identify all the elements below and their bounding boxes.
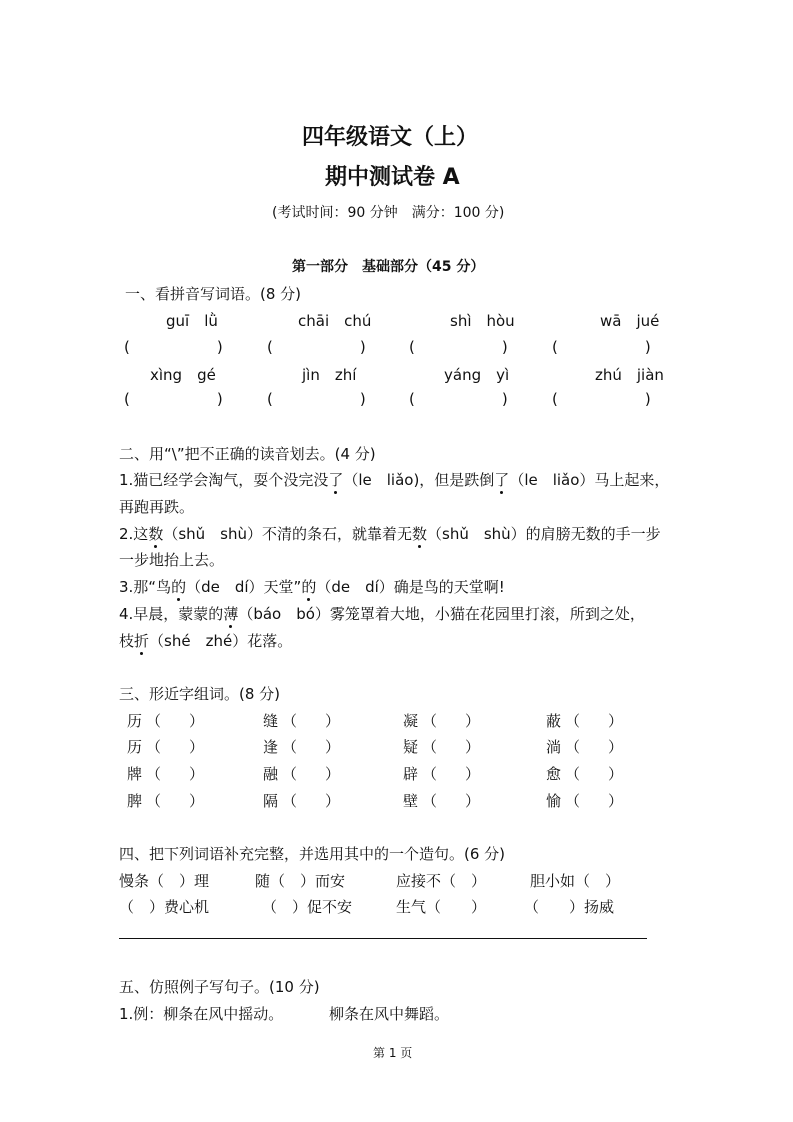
q2-sentence-2: 2.这数（shǔ shù）不清的条石，就靠着无数（shǔ shù）的肩膀无数的手一步: [119, 525, 661, 543]
q4-item: 胆小如（ ）: [530, 872, 621, 890]
q3-char: 蔽: [546, 712, 562, 730]
q3-char: 愉: [546, 792, 562, 810]
q2-sentence-1-cont: 再跑再跌。: [119, 498, 195, 516]
dotted-char: 薄: [223, 605, 239, 623]
q3-paren-open: （: [146, 792, 162, 810]
q3-paren-open: （: [146, 738, 162, 756]
q4-heading: 四、把下列词语补充完整，并选用其中的一个造句。(6 分): [119, 845, 506, 863]
q3-char: 隔: [263, 792, 279, 810]
q1-blank[interactable]: ( ): [409, 390, 510, 408]
q1-pinyin-8: zhú jiàn: [595, 366, 664, 384]
q3-paren-close: ）: [465, 712, 481, 730]
q1-blank[interactable]: ( ): [409, 338, 510, 356]
dotted-char: 的: [171, 578, 187, 596]
dotted-char: 数: [412, 525, 428, 543]
page-number: 第 1 页: [373, 1046, 413, 1060]
q3-paren-close: ）: [325, 765, 341, 783]
q3-paren-open: （: [422, 712, 438, 730]
q3-paren-open: （: [282, 765, 298, 783]
q3-paren-open: （: [282, 712, 298, 730]
q3-cell[interactable]: [127, 710, 204, 731]
q3-cell[interactable]: [263, 736, 340, 757]
q1-pinyin-2: chāi chú: [298, 312, 372, 330]
q3-char: 壁: [403, 792, 419, 810]
q3-paren-open: （: [565, 738, 581, 756]
q3-char: 愈: [546, 765, 562, 783]
q2-sentence-4: 4.早晨，蒙蒙的薄（báo bó）雾笼罩着大地，小猫在花园里打滚，所到之处，: [119, 605, 645, 623]
q4-item: （ ）费心机: [119, 898, 210, 916]
q1-pinyin-4: wā jué: [600, 312, 660, 330]
q2-sentence-3: 3.那“鸟的（de dí）天堂”的（de dí）确是鸟的天堂啊!: [119, 578, 505, 596]
q3-cell[interactable]: [403, 790, 480, 811]
q1-blank[interactable]: ( ): [124, 390, 225, 408]
q4-item: （ ）扬威: [524, 898, 615, 916]
q3-paren-open: （: [565, 712, 581, 730]
q3-cell[interactable]: [263, 710, 340, 731]
dotted-char: 数: [148, 525, 164, 543]
q3-paren-close: ）: [465, 765, 481, 783]
q4-item: 随（ ）而安: [255, 872, 346, 890]
q1-blank[interactable]: ( ): [267, 390, 368, 408]
q3-paren-close: ）: [608, 712, 624, 730]
q2-heading: 二、用“\”把不正确的读音划去。(4 分): [119, 445, 376, 463]
q3-paren-close: ）: [189, 712, 205, 730]
q4-item: 慢条（ ）理: [119, 872, 210, 890]
q1-pinyin-1: guī lǜ: [166, 312, 218, 330]
q1-pinyin-5: xìng gé: [150, 366, 216, 384]
q1-pinyin-6: jìn zhí: [302, 366, 357, 384]
q1-pinyin-3: shì hòu: [450, 312, 515, 330]
q3-cell[interactable]: [546, 710, 623, 731]
q3-paren-open: （: [422, 792, 438, 810]
q3-paren-close: ）: [465, 738, 481, 756]
q3-char: 融: [263, 765, 279, 783]
q3-char: 逢: [263, 738, 279, 756]
q3-char: 缝: [263, 712, 279, 730]
dotted-char: 折: [134, 632, 150, 650]
q5-example-b: 柳条在风中舞蹈。: [329, 1005, 450, 1023]
q3-char: 牌: [127, 765, 143, 783]
q3-cell[interactable]: [546, 736, 623, 757]
q2-sentence-1: 1.猫已经学会淘气，耍个没完没了（le liǎo)，但是跌倒了（le liǎo）马上起来，: [119, 471, 670, 489]
q3-paren-open: （: [282, 792, 298, 810]
q3-char: 疑: [403, 738, 419, 756]
q3-paren-close: ）: [189, 738, 205, 756]
q3-char: 历: [127, 712, 143, 730]
q3-paren-close: ）: [608, 792, 624, 810]
q1-blank[interactable]: ( ): [552, 338, 653, 356]
q3-paren-open: （: [565, 792, 581, 810]
dotted-char: 的: [301, 578, 317, 596]
q1-blank[interactable]: ( ): [552, 390, 653, 408]
q3-cell[interactable]: [403, 710, 480, 731]
q3-heading: 三、形近字组词。(8 分): [119, 685, 281, 703]
q1-heading: 一、看拼音写词语。(8 分): [125, 285, 302, 303]
q3-paren-open: （: [282, 738, 298, 756]
title-sub: 期中测试卷 A: [325, 165, 460, 190]
answer-line[interactable]: [119, 938, 647, 939]
q3-char: 脾: [127, 792, 143, 810]
q3-paren-open: （: [565, 765, 581, 783]
q3-paren-open: （: [422, 738, 438, 756]
dotted-char: 了: [328, 471, 344, 489]
q3-cell[interactable]: [263, 763, 340, 784]
q3-paren-close: ）: [608, 738, 624, 756]
q3-cell[interactable]: [127, 736, 204, 757]
q3-paren-open: （: [422, 765, 438, 783]
q3-cell[interactable]: [546, 790, 623, 811]
dotted-char: 了: [494, 471, 510, 489]
q1-blank[interactable]: ( ): [267, 338, 368, 356]
q3-paren-close: ）: [325, 738, 341, 756]
q3-paren-close: ）: [325, 792, 341, 810]
q2-sentence-2-cont: 一步地抬上去。: [119, 551, 225, 569]
q1-pinyin-7: yáng yì: [444, 366, 510, 384]
q3-cell[interactable]: [546, 763, 623, 784]
part1-title: 第一部分 基础部分（45 分）: [292, 259, 485, 275]
q1-blank[interactable]: ( ): [124, 338, 225, 356]
q2-sentence-4-cont: 枝折（shé zhé）花落。: [119, 632, 293, 650]
q3-cell[interactable]: [403, 736, 480, 757]
exam-info: (考试时间：90 分钟 满分：100 分): [272, 205, 505, 221]
q3-char: 凝: [403, 712, 419, 730]
q5-heading: 五、仿照例子写句子。(10 分): [119, 978, 320, 996]
q3-cell[interactable]: [263, 790, 340, 811]
q4-item: （ ）促不安: [262, 898, 353, 916]
q3-paren-open: （: [146, 712, 162, 730]
q3-char: 历: [127, 738, 143, 756]
q3-paren-open: （: [146, 765, 162, 783]
q3-cell[interactable]: [127, 790, 204, 811]
q4-item: 应接不（ ）: [396, 872, 487, 890]
q3-cell[interactable]: [403, 763, 480, 784]
title-main: 四年级语文（上）: [302, 125, 479, 150]
q3-paren-close: ）: [465, 792, 481, 810]
q5-example-a: 1.例：柳条在风中摇动。: [119, 1005, 284, 1023]
q3-cell[interactable]: [127, 763, 204, 784]
q4-item: 生气（ ）: [396, 898, 487, 916]
q3-paren-close: ）: [608, 765, 624, 783]
q3-paren-close: ）: [325, 712, 341, 730]
q3-char: 淌: [546, 738, 562, 756]
q3-paren-close: ）: [189, 765, 205, 783]
q3-paren-close: ）: [189, 792, 205, 810]
q3-char: 辟: [403, 765, 419, 783]
